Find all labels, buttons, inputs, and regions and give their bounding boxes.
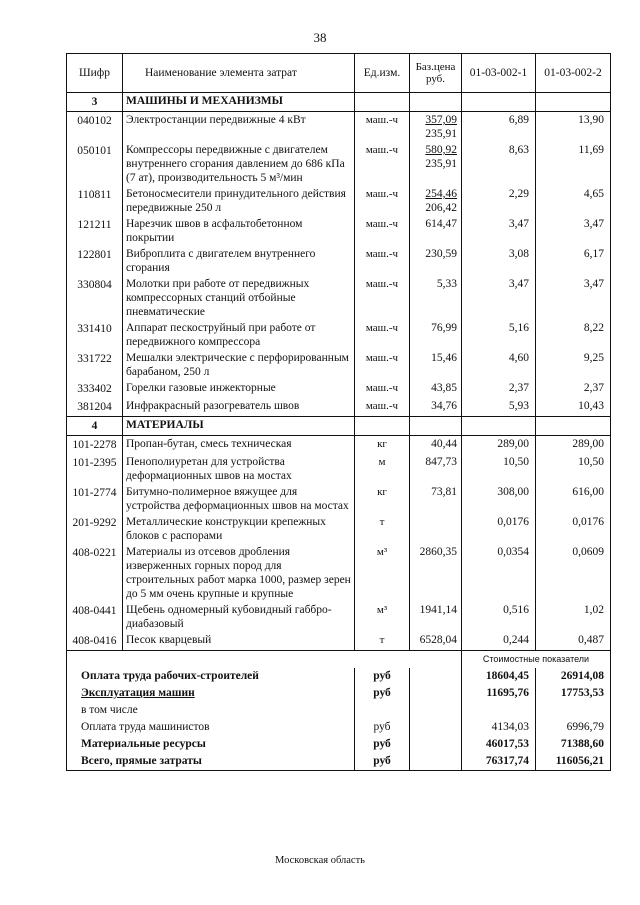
totals-value-col1: 76317,74: [462, 753, 536, 771]
row-name: Пропан-бутан, смесь техническая: [123, 436, 355, 455]
row-code: 050101: [67, 142, 123, 186]
table-row: [67, 350, 611, 380]
row-name: Щебень одномерный кубовидный габбро-диабазовый: [123, 602, 355, 632]
row-value-col2: 3,47: [536, 216, 611, 246]
table-row: [67, 380, 611, 398]
row-code: 381204: [67, 398, 123, 417]
totals-row: [67, 685, 611, 702]
row-name: Нарезчик швов в асфальтобетонном покрытии: [123, 216, 355, 246]
row-name: Инфракрасный разогреватель швов: [123, 398, 355, 417]
header-col1: 01-03-002-1: [462, 54, 536, 93]
row-code: 101-2395: [67, 454, 123, 484]
totals-label: Всего, прямые затраты: [67, 753, 355, 771]
empty-cell: [410, 702, 462, 719]
totals-unit: [355, 702, 410, 719]
row-value-col1: 5,93: [462, 398, 536, 417]
row-value-col1: 308,00: [462, 484, 536, 514]
row-code: 408-0416: [67, 632, 123, 651]
row-code: 121211: [67, 216, 123, 246]
row-unit: маш.-ч: [355, 350, 410, 380]
empty-cell: [536, 93, 611, 112]
row-unit: кг: [355, 484, 410, 514]
totals-label: в том числе: [67, 702, 355, 719]
row-name: Молотки при работе от передвижных компрессорных станций отбойные пневматические: [123, 276, 355, 320]
row-value-col1: 10,50: [462, 454, 536, 484]
totals-body: [67, 651, 611, 771]
row-unit: т: [355, 632, 410, 651]
table-row: [67, 246, 611, 276]
row-base-price-bottom: 206,42: [425, 202, 457, 214]
row-unit: т: [355, 514, 410, 544]
row-value-col2: 6,17: [536, 246, 611, 276]
row-value-col1: 0,244: [462, 632, 536, 651]
row-value-col1: 289,00: [462, 436, 536, 455]
row-name: Пенополиуретан для устройства деформационных швов на мостах: [123, 454, 355, 484]
totals-unit: руб: [355, 719, 410, 736]
row-base-price: 15,46: [410, 350, 462, 380]
empty-cell: [462, 93, 536, 112]
row-name: Бетоносмесители принудительного действия передвижные 250 л: [123, 186, 355, 216]
row-base-price: 1941,14: [410, 602, 462, 632]
cost-table: [66, 53, 611, 771]
row-value-col2: 13,90: [536, 112, 611, 143]
header-col2: 01-03-002-2: [536, 54, 611, 93]
section-title: МАТЕРИАЛЫ: [123, 417, 355, 436]
row-code: 333402: [67, 380, 123, 398]
row-base-price-bottom: 235,91: [425, 158, 457, 170]
row-base-price: [410, 186, 462, 216]
table-row: [67, 436, 611, 455]
header-name: Наименование элемента затрат: [123, 54, 355, 93]
row-value-col1: 3,47: [462, 276, 536, 320]
row-code: 040102: [67, 112, 123, 143]
table-row: [67, 112, 611, 143]
section-title: МАШИНЫ И МЕХАНИЗМЫ: [123, 93, 355, 112]
row-unit: маш.-ч: [355, 142, 410, 186]
table-row: [67, 544, 611, 602]
table-row: [67, 632, 611, 651]
totals-label: Оплата труда машинистов: [67, 719, 355, 736]
items-body: [67, 93, 611, 651]
totals-value-col1: [462, 702, 536, 719]
row-base-price: 43,85: [410, 380, 462, 398]
row-value-col1: 0,0354: [462, 544, 536, 602]
totals-value-col2: 17753,53: [536, 685, 611, 702]
table-row: [67, 142, 611, 186]
row-name: Материалы из отсевов дробления изверженных горных пород для строительных работ марка 1000, размер зерен до 5 мм очень крупные и крупные: [123, 544, 355, 602]
row-value-col2: 289,00: [536, 436, 611, 455]
totals-value-col2: [536, 702, 611, 719]
row-code: 408-0441: [67, 602, 123, 632]
row-name: Компрессоры передвижные с двигателем внутреннего сгорания давлением до 686 кПа (7 ат), производительность 5 м³/мин: [123, 142, 355, 186]
row-unit: м: [355, 454, 410, 484]
row-value-col2: 10,43: [536, 398, 611, 417]
row-value-col2: 1,02: [536, 602, 611, 632]
totals-value-col1: 46017,53: [462, 736, 536, 753]
row-base-price: [410, 142, 462, 186]
table-row: [67, 186, 611, 216]
table-row: [67, 514, 611, 544]
empty-cell: [410, 753, 462, 771]
row-value-col1: 6,89: [462, 112, 536, 143]
empty-cell: [536, 417, 611, 436]
row-base-price: 6528,04: [410, 632, 462, 651]
row-value-col2: 11,69: [536, 142, 611, 186]
row-value-col1: 2,29: [462, 186, 536, 216]
row-name: Мешалки электрические с перфорированным барабаном, 250 л: [123, 350, 355, 380]
row-unit: маш.-ч: [355, 246, 410, 276]
row-code: 122801: [67, 246, 123, 276]
empty-cell: [355, 417, 410, 436]
totals-row: [67, 702, 611, 719]
row-unit: м³: [355, 602, 410, 632]
row-value-col2: 3,47: [536, 276, 611, 320]
row-value-col2: 0,487: [536, 632, 611, 651]
table-row: [67, 398, 611, 417]
empty-cell: [410, 668, 462, 685]
page-number: 38: [313, 30, 327, 45]
row-base-price: [410, 514, 462, 544]
row-base-price-top: 357,09: [425, 114, 457, 126]
totals-label: Эксплуатация машин: [67, 685, 355, 702]
row-value-col2: 4,65: [536, 186, 611, 216]
row-value-col2: 8,22: [536, 320, 611, 350]
totals-value-col1: 18604,45: [462, 668, 536, 685]
row-value-col2: 0,0176: [536, 514, 611, 544]
row-value-col1: 4,60: [462, 350, 536, 380]
row-name: Металлические конструкции крепежных блоков с распорами: [123, 514, 355, 544]
row-base-price-top: 580,92: [425, 144, 457, 156]
row-name: Горелки газовые инжекторные: [123, 380, 355, 398]
totals-row: [67, 719, 611, 736]
row-base-price: 40,44: [410, 436, 462, 455]
section-header-row: [67, 93, 611, 112]
row-base-price: 73,81: [410, 484, 462, 514]
row-base-price-bottom: 235,91: [425, 128, 457, 140]
row-code: 201-9292: [67, 514, 123, 544]
row-value-col1: 5,16: [462, 320, 536, 350]
table-row: [67, 216, 611, 246]
row-name: Битумно-полимерное вяжущее для устройства деформационных швов на мостах: [123, 484, 355, 514]
totals-unit: руб: [355, 668, 410, 685]
row-base-price: [410, 112, 462, 143]
row-base-price: 76,99: [410, 320, 462, 350]
row-unit: маш.-ч: [355, 380, 410, 398]
header-unit: Ед.изм.: [355, 54, 410, 93]
row-value-col2: 9,25: [536, 350, 611, 380]
table-row: [67, 484, 611, 514]
row-code: 331410: [67, 320, 123, 350]
row-value-col1: 0,0176: [462, 514, 536, 544]
totals-value-col2: 6996,79: [536, 719, 611, 736]
row-code: 101-2278: [67, 436, 123, 455]
section-header-row: [67, 417, 611, 436]
row-name: Аппарат пескоструйный при работе от передвижного компрессора: [123, 320, 355, 350]
totals-row: [67, 736, 611, 753]
row-base-price: 230,59: [410, 246, 462, 276]
row-base-price-top: 254,46: [425, 188, 457, 200]
row-code: 330804: [67, 276, 123, 320]
totals-value-col1: 11695,76: [462, 685, 536, 702]
row-code: 408-0221: [67, 544, 123, 602]
header-code: Шифр: [67, 54, 123, 93]
row-unit: м³: [355, 544, 410, 602]
row-base-price: 847,73: [410, 454, 462, 484]
totals-unit: руб: [355, 736, 410, 753]
empty-cell: [410, 685, 462, 702]
empty-cell: [410, 719, 462, 736]
row-name: Песок кварцевый: [123, 632, 355, 651]
row-unit: маш.-ч: [355, 320, 410, 350]
header-base-price: Баз.цена руб.: [410, 54, 462, 93]
row-unit: маш.-ч: [355, 398, 410, 417]
table-row: [67, 320, 611, 350]
row-base-price: 2860,35: [410, 544, 462, 602]
empty-cell: [462, 417, 536, 436]
row-code: 331722: [67, 350, 123, 380]
row-value-col1: 3,08: [462, 246, 536, 276]
section-number: 4: [67, 417, 123, 436]
empty-cell: [410, 736, 462, 753]
row-value-col2: 616,00: [536, 484, 611, 514]
row-unit: маш.-ч: [355, 112, 410, 143]
table-header: [67, 54, 611, 93]
table-row: [67, 454, 611, 484]
row-base-price: 5,33: [410, 276, 462, 320]
table-row: [67, 602, 611, 632]
row-value-col1: 2,37: [462, 380, 536, 398]
empty-cell: [410, 93, 462, 112]
totals-value-col1: 4134,03: [462, 719, 536, 736]
row-name: Виброплита с двигателем внутреннего сгорания: [123, 246, 355, 276]
row-base-price: 614,47: [410, 216, 462, 246]
footer: Московская область: [275, 855, 365, 866]
empty-cell: [355, 93, 410, 112]
totals-value-col2: 71388,60: [536, 736, 611, 753]
totals-caption-row: [67, 651, 611, 669]
row-code: 110811: [67, 186, 123, 216]
row-code: 101-2774: [67, 484, 123, 514]
totals-row: [67, 753, 611, 771]
row-name: Электростанции передвижные 4 кВт: [123, 112, 355, 143]
totals-row: [67, 668, 611, 685]
section-number: 3: [67, 93, 123, 112]
totals-value-col2: 116056,21: [536, 753, 611, 771]
row-value-col2: 10,50: [536, 454, 611, 484]
totals-unit: руб: [355, 753, 410, 771]
totals-unit: руб: [355, 685, 410, 702]
row-value-col1: 0,516: [462, 602, 536, 632]
row-unit: маш.-ч: [355, 186, 410, 216]
row-unit: маш.-ч: [355, 216, 410, 246]
row-unit: кг: [355, 436, 410, 455]
totals-label: Материальные ресурсы: [67, 736, 355, 753]
row-value-col1: 3,47: [462, 216, 536, 246]
totals-label: Оплата труда рабочих-строителей: [67, 668, 355, 685]
row-base-price: 34,76: [410, 398, 462, 417]
row-value-col2: 2,37: [536, 380, 611, 398]
table-row: [67, 276, 611, 320]
row-value-col1: 8,63: [462, 142, 536, 186]
empty-cell: [410, 417, 462, 436]
totals-value-col2: 26914,08: [536, 668, 611, 685]
totals-caption: Стоимостные показатели: [462, 651, 611, 669]
row-unit: маш.-ч: [355, 276, 410, 320]
row-value-col2: 0,0609: [536, 544, 611, 602]
